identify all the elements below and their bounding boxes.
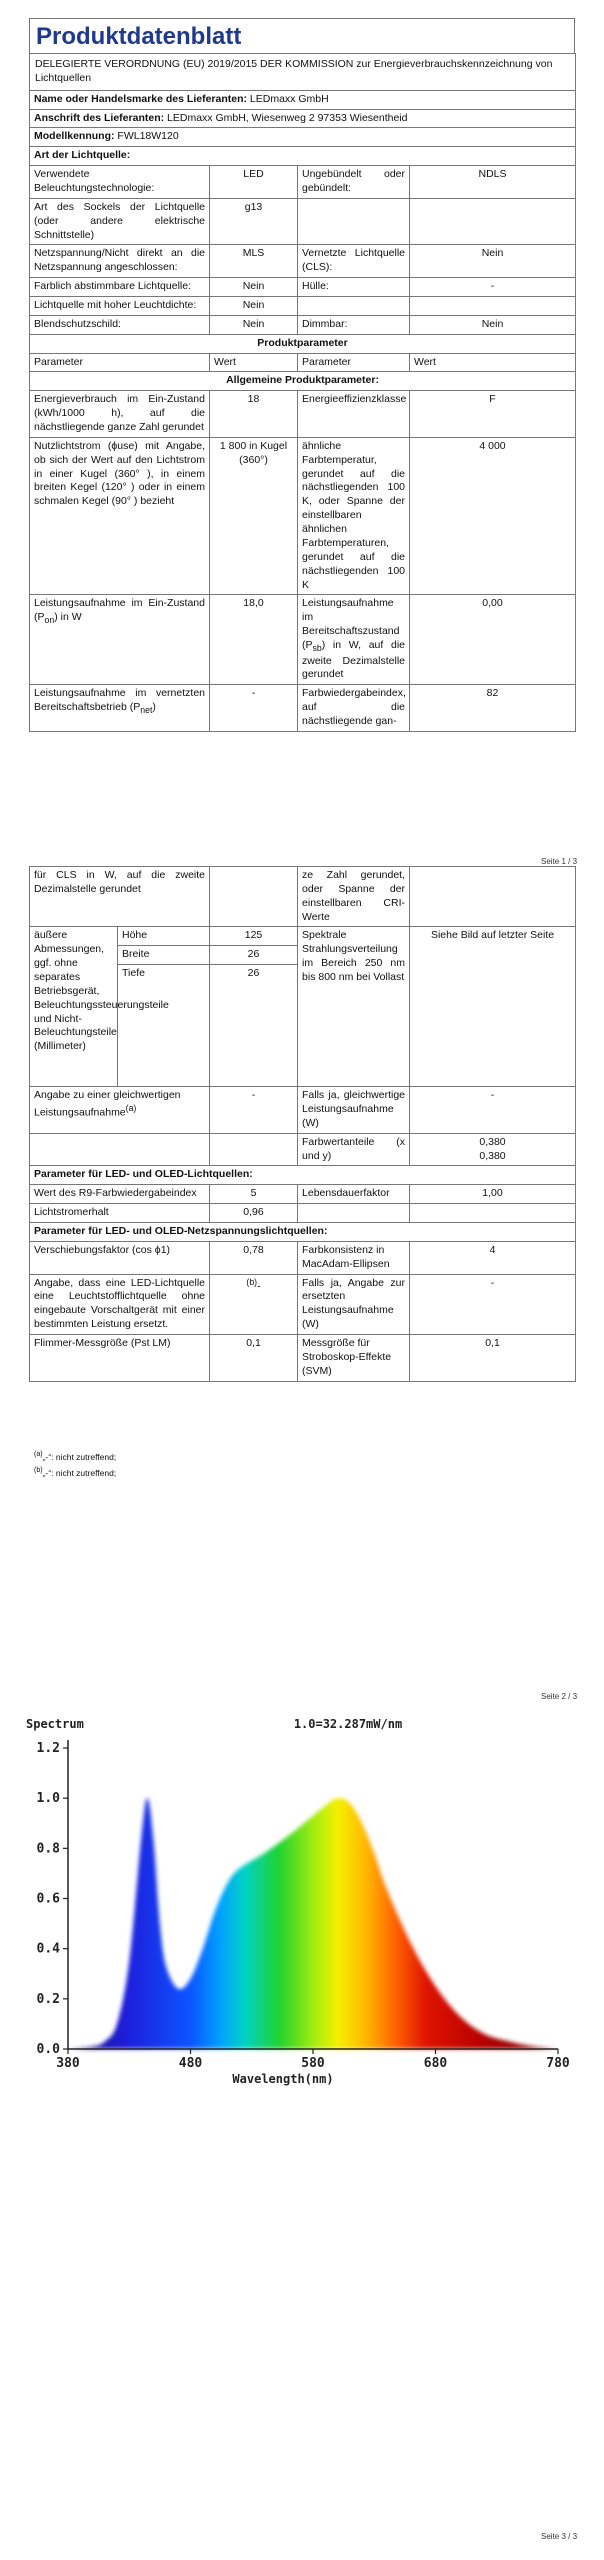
- macadam-label: Farbkonsistenz in MacAdam-Ellipsen: [298, 1241, 410, 1274]
- equiv-label: Angabe zu einer gleichwertigen Leistungsaufnahme$^{(a)}$: [30, 1087, 210, 1134]
- cct-label: ähnliche Farbtemperatur, gerundet auf die nächstliegenden 100 K, oder Spanne der einstellbaren ähnlichen Farbtemperaturen, gerundet auf die nächstliegenden 100 K: [298, 437, 410, 594]
- envelope-value: -: [410, 278, 576, 297]
- spectrum-chart: [18, 1706, 578, 2109]
- equiv-power-label: Falls ja, gleichwertige Leistungsaufnahme (W): [298, 1087, 410, 1134]
- height-value: 125: [210, 927, 298, 946]
- mains-params-header: Parameter für LED- und OLED-Netzspannungslichtquellen:: [30, 1223, 576, 1242]
- x-tick-label: 380: [56, 2056, 80, 2071]
- socket-label: Art des Sockels der Lichtquelle (oder andere elektrische Schnittstelle): [30, 198, 210, 245]
- svm-value: 0,1: [410, 1335, 576, 1382]
- dimmable-label: Dimmbar:: [298, 315, 410, 334]
- tunable-value: Nein: [210, 278, 298, 297]
- maint-value: 0,96: [210, 1204, 298, 1223]
- bundled-label: Ungebündelt oder gebündelt:: [298, 166, 410, 199]
- y-tick-label: 1.2: [36, 1741, 60, 1756]
- general-params-header: Allgemeine Produktparameter:: [30, 372, 576, 391]
- fluor-power-value: -: [410, 1274, 576, 1334]
- depth-value: 26: [210, 965, 298, 1087]
- cri-value: 82: [410, 685, 576, 732]
- tech-value: LED: [210, 166, 298, 199]
- y-tick-label: 0.6: [36, 1891, 60, 1907]
- dims-label: äußere Abmessungen, ggf. ohne separates Betriebsgerät, Beleuchtungssteuerungsteile und Nicht-Beleuchtungsteile (Millimeter): [30, 927, 118, 1087]
- col-header-value-2: Wert: [410, 353, 576, 372]
- eff-class-label: Energieeffizienzklasse: [298, 391, 410, 438]
- r9-value: 5: [210, 1185, 298, 1204]
- page-number-1: Seite 1 / 3: [541, 857, 578, 866]
- regulation-text: DELEGIERTE VERORDNUNG (EU) 2019/2015 DER KOMMISSION zur Energieverbrauchskennzeichnung von Lichtquellen: [30, 54, 576, 91]
- fluor-power-label: Falls ja, Angabe zur ersetzten Leistungsaufnahme (W): [298, 1274, 410, 1334]
- socket-value: g13: [210, 198, 298, 245]
- datasheet-table-top: [29, 53, 576, 732]
- tech-label: Verwendete Beleuchtungstechnologie:: [30, 166, 210, 199]
- bundled-value: NDLS: [410, 166, 576, 199]
- supplier-address: LEDmaxx GmbH, Wiesenweg 2 97353 Wiesentheid: [167, 111, 408, 124]
- mains-label: Netzspannung/Nicht direkt an die Netzspannung angeschlossen:: [30, 245, 210, 278]
- y-tick-label: 0.4: [36, 1941, 60, 1957]
- on-power-value: 18,0: [210, 595, 298, 685]
- net-sb-label-cont: für CLS in W, auf die zweite Dezimalstelle gerundet: [30, 867, 210, 927]
- y-tick-label: 0.2: [36, 1991, 60, 2007]
- high-lum-value: Nein: [210, 297, 298, 316]
- energy-value: 18: [210, 391, 298, 438]
- net-sb-label: Leistungsaufnahme im vernetzten Bereitschaftsbetrieb $(P_{net})$: [30, 685, 210, 732]
- macadam-value: 4: [410, 1241, 576, 1274]
- page-number-3: Seite 3 / 3: [541, 2532, 578, 2541]
- y-axis-title: Spectrum: [26, 1717, 84, 1731]
- model-id: FWL18W120: [117, 130, 179, 143]
- footnote-a: $^{(a)}$„-“: nicht zutreffend;: [34, 1450, 117, 1462]
- x-axis-title: Wavelength(nm): [232, 2072, 334, 2086]
- depth-label: Tiefe: [118, 965, 210, 1087]
- x-tick-label: 680: [423, 2056, 448, 2071]
- col-header-param-1: Parameter: [30, 353, 210, 372]
- chroma-value: [410, 1133, 576, 1166]
- chart-title: 1.0=32.287mW/nm: [293, 1717, 403, 1731]
- tunable-label: Farblich abstimmbare Lichtquelle:: [30, 278, 210, 297]
- model-label: Modellkennung:: [34, 130, 115, 143]
- lifetime-value: 1,00: [410, 1185, 576, 1204]
- supplier-name-label: Name oder Handelsmarke des Lieferanten:: [34, 92, 247, 105]
- chroma-y: 0,380: [479, 1149, 506, 1162]
- datasheet-page-1: [29, 18, 575, 732]
- svm-label: Messgröße für Stroboskop-Effekte (SVM): [298, 1335, 410, 1382]
- high-lum-label: Lichtquelle mit hoher Leuchtdichte:: [30, 297, 210, 316]
- width-value: 26: [210, 946, 298, 965]
- flicker-value: 0,1: [210, 1335, 298, 1382]
- chroma-x: 0,380: [479, 1135, 506, 1148]
- lifetime-label: Lebensdauerfaktor: [298, 1185, 410, 1204]
- flux-value: 1 800 in Kugel (360°): [210, 437, 298, 594]
- x-tick-label: 780: [546, 2056, 570, 2071]
- supplier-address-row: [30, 109, 576, 128]
- y-tick-label: 1.0: [36, 1791, 60, 1807]
- shield-label: Blendschutzschild:: [30, 315, 210, 334]
- spd-label: Spektrale Strahlungsverteilung im Bereich 250 nm bis 800 nm bei Vollast: [298, 927, 410, 1087]
- chroma-label: Farbwertanteile (x und y): [298, 1133, 410, 1166]
- spectrum-series-area: [68, 1798, 558, 2049]
- fluor-value: $^{(b)}$-: [210, 1274, 298, 1334]
- datasheet-table-bottom: [29, 866, 576, 1382]
- r9-label: Wert des R9-Farbwiedergabeindex: [30, 1185, 210, 1204]
- spectrum-area-group: [68, 1798, 558, 2049]
- col-header-value-1: Wert: [210, 353, 298, 372]
- footnote-b: $^{(b)}$„-“: nicht zutreffend;: [34, 1466, 117, 1479]
- envelope-label: Hülle:: [298, 278, 410, 297]
- cri-label: Farbwiedergabeindex, auf die nächstliegende gan-: [298, 685, 410, 732]
- pf-value: 0,78: [210, 1241, 298, 1274]
- supplier-name-row: [30, 90, 576, 109]
- spectrum-chart-svg: [18, 1706, 578, 2106]
- cri-label-cont: ze Zahl gerundet, oder Spanne der einstellbaren CRI-Werte: [298, 867, 410, 927]
- on-power-label: Leistungsaufnahme im Ein-Zustand $(P_{on})$ in W: [30, 595, 210, 685]
- equiv-value: -: [210, 1087, 298, 1134]
- footnotes: [34, 1448, 116, 1481]
- pf-label: Verschiebungsfaktor (cos ϕ1): [30, 1241, 210, 1274]
- supplier-address-label: Anschrift des Lieferanten:: [34, 111, 165, 124]
- fluor-label: Angabe, dass eine LED-Lichtquelle eine Leuchtstofflichtquelle ohne eingebaute Vorschaltgerät mit einer bestimmten Leistung ersetzt.: [30, 1274, 210, 1334]
- connected-value: Nein: [410, 245, 576, 278]
- shield-value: Nein: [210, 315, 298, 334]
- col-header-param-2: Parameter: [298, 353, 410, 372]
- height-label: Höhe: [118, 927, 210, 946]
- y-tick-label: 0.8: [36, 1841, 60, 1857]
- mains-value: MLS: [210, 245, 298, 278]
- model-row: [30, 128, 576, 147]
- eff-class-value: F: [410, 391, 576, 438]
- flux-label: Nutzlichtstrom (ϕuse) mit Angabe, ob sich der Wert auf den Lichtstrom in einer Kugel (360° ), in einem breiten Kegel (120° ) oder in einem schmalen Kegel (90° ) bezieht: [30, 437, 210, 594]
- x-tick-label: 580: [301, 2056, 325, 2071]
- datasheet-page-2: [29, 866, 575, 1382]
- sb-power-label: Leistungsaufnahme im Bereitschaftszustand $(P_{sb})$ in W, auf die zweite Dezimalstelle gerundet: [298, 595, 410, 685]
- section-light-source: Art der Lichtquelle:: [30, 147, 576, 166]
- energy-label: Energieverbrauch im Ein-Zustand (kWh/1000 h), auf die nächstliegende ganze Zahl gerundet: [30, 391, 210, 438]
- dimmable-value: Nein: [410, 315, 576, 334]
- net-sb-value: -: [210, 685, 298, 732]
- sb-power-value: 0,00: [410, 595, 576, 685]
- width-label: Breite: [118, 946, 210, 965]
- equiv-power-value: -: [410, 1087, 576, 1134]
- spd-value: Siehe Bild auf letzter Seite: [410, 927, 576, 1087]
- product-params-header: Produktparameter: [30, 334, 576, 353]
- supplier-name: LEDmaxx GmbH: [249, 92, 329, 105]
- page-title: Produktdatenblatt: [29, 18, 575, 53]
- page-number-2: Seite 2 / 3: [541, 1692, 578, 1701]
- connected-label: Vernetzte Lichtquelle (CLS):: [298, 245, 410, 278]
- y-tick-label: 0.0: [36, 2042, 60, 2057]
- maint-label: Lichtstromerhalt: [30, 1204, 210, 1223]
- x-tick-label: 480: [178, 2056, 203, 2071]
- led-params-header: Parameter für LED- und OLED-Lichtquellen:: [30, 1166, 576, 1185]
- cct-value: 4 000: [410, 437, 576, 594]
- flicker-label: Flimmer-Messgröße (Pst LM): [30, 1335, 210, 1382]
